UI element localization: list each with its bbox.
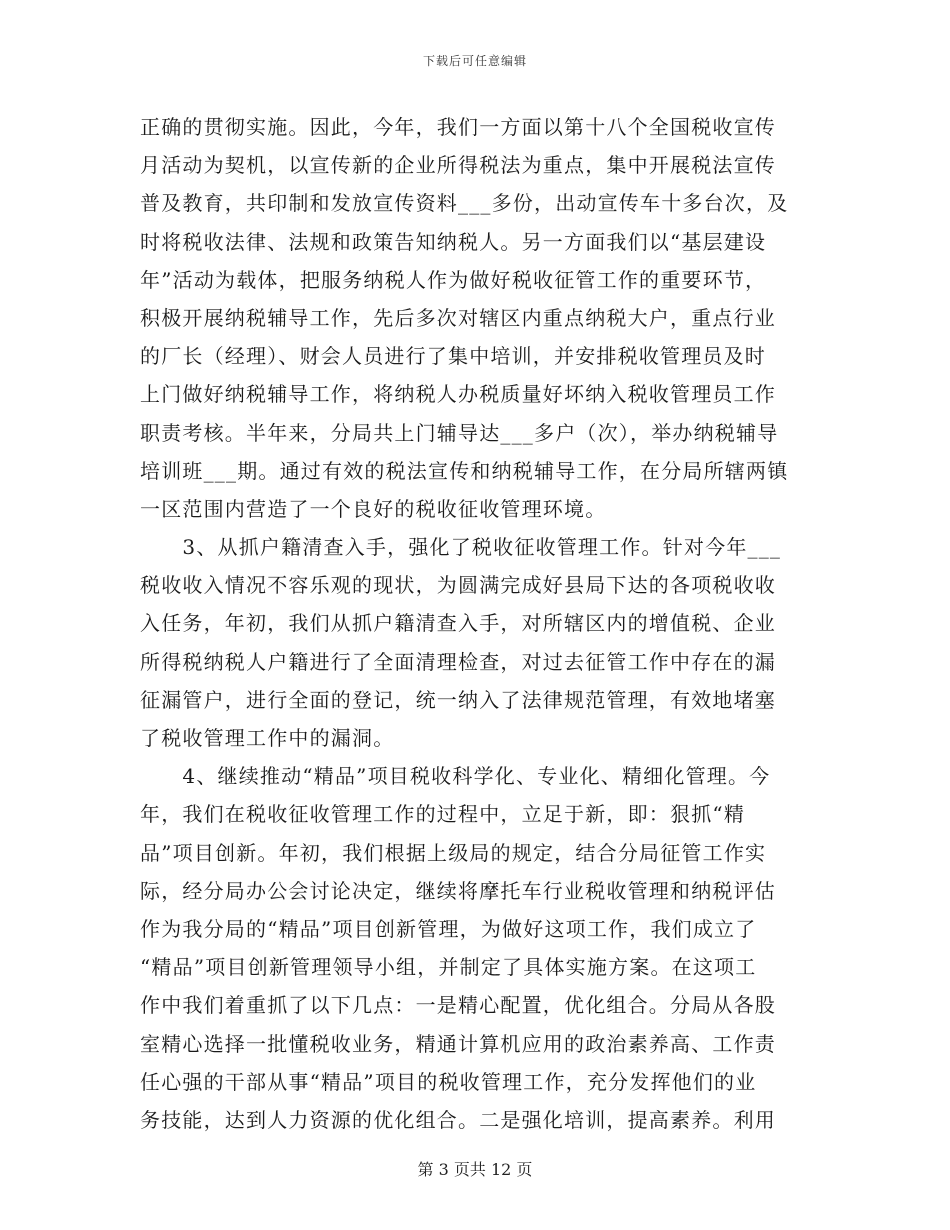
text-line: 征漏管户，进行全面的登记，统一纳入了法律规范管理，有效地堵塞 <box>140 687 776 712</box>
text-line: 一区范围内营造了一个良好的税收征收管理环境。 <box>140 496 607 521</box>
text-line: 普及教育，共印制和发放宣传资料___多份，出动宣传车十多台次，及 <box>140 191 789 216</box>
text-line: 年，我们在税收征收管理工作的过程中，立足于新，即：狠抓“精 <box>140 802 746 827</box>
text-line: 室精心选择一批懂税收业务，精通计算机应用的政治素养高、工作责 <box>140 1031 776 1056</box>
text-line: 入任务，年初，我们从抓户籍清查入手，对所辖区内的增值税、企业 <box>140 611 776 636</box>
text-line: 正确的贯彻实施。因此，今年，我们一方面以第十八个全国税收宣传 <box>140 115 776 139</box>
document-body <box>140 108 800 1139</box>
text-line: 3、从抓户籍清查入手，强化了税收征收管理工作。针对今年___ <box>140 535 782 560</box>
text-line: 职责考核。半年来，分局共上门辅导达___多户（次），举办纳税辅导 <box>140 420 779 445</box>
text-line: 税收收入情况不容乐观的现状，为圆满完成好县局下达的各项税收收 <box>140 573 776 598</box>
text-line: 际，经分局办公会讨论决定，继续将摩托车行业税收管理和纳税评估 <box>140 878 776 903</box>
text-line: 所得税纳税人户籍进行了全面清理检查，对过去征管工作中存在的漏 <box>140 649 776 674</box>
page-number: 第 3 页共 12 页 <box>417 1160 533 1179</box>
text-line: 培训班___期。通过有效的税法宣传和纳税辅导工作，在分局所辖两镇 <box>140 458 789 483</box>
text-line: 品”项目创新。年初，我们根据上级局的规定，结合分局征管工作实 <box>140 840 767 865</box>
text-line: 时将税收法律、法规和政策告知纳税人。另一方面我们以“基层建设 <box>140 229 767 254</box>
text-line: 作为我分局的“精品”项目创新管理，为做好这项工作，我们成立了 <box>140 916 757 941</box>
text-line: 务技能，达到人力资源的优化组合。二是强化培训，提高素养。利用 <box>140 1107 776 1132</box>
text-line: 任心强的干部从事“精品”项目的税收管理工作，充分发挥他们的业 <box>140 1069 757 1094</box>
text-line: 作中我们着重抓了以下几点：一是精心配置，优化组合。分局从各股 <box>140 993 776 1018</box>
text-line: 积极开展纳税辅导工作，先后多次对辖区内重点纳税大户，重点行业 <box>140 305 776 330</box>
text-line: 了税收管理工作中的漏洞。 <box>140 726 395 750</box>
text-line: 年”活动为载体，把服务纳税人作为做好税收征管工作的重要环节， <box>140 267 767 292</box>
page-header: 下载后可任意编辑 <box>422 54 527 68</box>
text-line: “精品”项目创新管理领导小组，并制定了具体实施方案。在这项工 <box>140 955 757 980</box>
text-line: 4、继续推动“精品”项目税收科学化、专业化、精细化管理。今 <box>140 764 771 789</box>
text-line: 上门做好纳税辅导工作，将纳税人办税质量好坏纳入税收管理员工作 <box>140 382 776 407</box>
text-line: 月活动为契机，以宣传新的企业所得税法为重点，集中开展税法宣传 <box>140 153 776 178</box>
text-line: 的厂长（经理）、财会人员进行了集中培训，并安排税收管理员及时 <box>140 344 766 369</box>
